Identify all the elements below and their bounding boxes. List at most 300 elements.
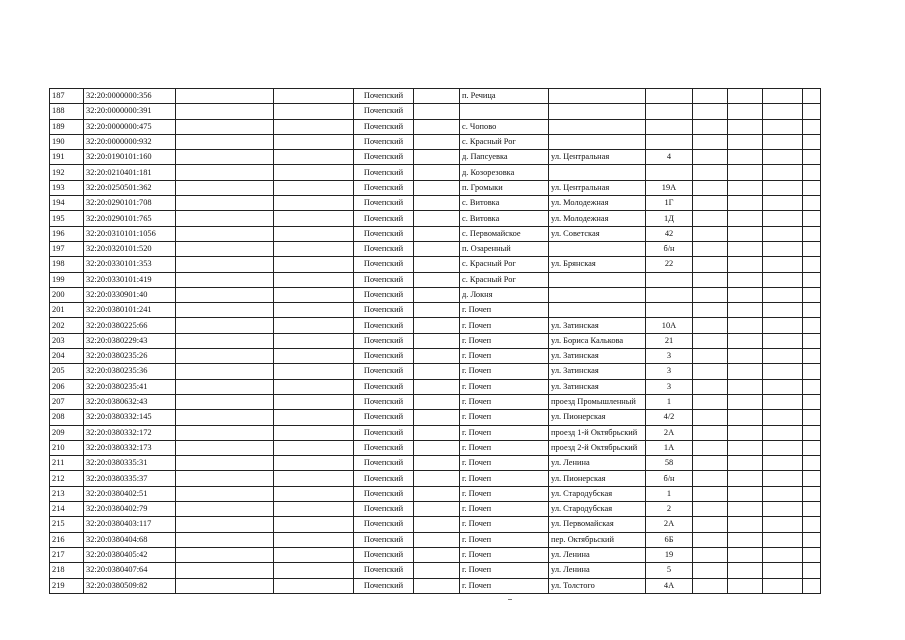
district: Почепский bbox=[354, 410, 414, 425]
empty-cell bbox=[274, 394, 354, 409]
district: Почепский bbox=[354, 532, 414, 547]
empty-cell bbox=[728, 410, 763, 425]
district: Почепский bbox=[354, 379, 414, 394]
empty-cell bbox=[803, 456, 821, 471]
empty-cell bbox=[274, 563, 354, 578]
house-number: 4/2 bbox=[646, 410, 693, 425]
empty-cell bbox=[803, 410, 821, 425]
empty-cell bbox=[763, 211, 803, 226]
empty-cell bbox=[728, 394, 763, 409]
table-row bbox=[50, 104, 821, 119]
street: ул. Стародубская bbox=[549, 502, 646, 517]
street bbox=[549, 241, 646, 256]
empty-cell bbox=[176, 532, 274, 547]
street bbox=[549, 89, 646, 104]
empty-cell bbox=[728, 563, 763, 578]
empty-cell bbox=[803, 547, 821, 562]
empty-cell bbox=[803, 349, 821, 364]
row-number: 192 bbox=[50, 165, 84, 180]
house-number bbox=[646, 272, 693, 287]
settlement: д. Локня bbox=[460, 287, 549, 302]
empty-cell bbox=[693, 456, 728, 471]
empty-cell bbox=[414, 303, 460, 318]
street: проезд 2-й Октябрьский bbox=[549, 440, 646, 455]
row-number: 200 bbox=[50, 287, 84, 302]
cadastral-number: 32:20:0380407:64 bbox=[84, 563, 176, 578]
empty-cell bbox=[414, 456, 460, 471]
empty-cell bbox=[274, 196, 354, 211]
street: ул. Молодежная bbox=[549, 196, 646, 211]
table-row bbox=[50, 379, 821, 394]
empty-cell bbox=[763, 241, 803, 256]
empty-cell bbox=[414, 394, 460, 409]
table-row bbox=[50, 410, 821, 425]
row-number: 193 bbox=[50, 180, 84, 195]
empty-cell bbox=[414, 563, 460, 578]
district: Почепский bbox=[354, 440, 414, 455]
empty-cell bbox=[176, 196, 274, 211]
house-number: 2А bbox=[646, 425, 693, 440]
row-number: 203 bbox=[50, 333, 84, 348]
empty-cell bbox=[414, 364, 460, 379]
empty-cell bbox=[176, 471, 274, 486]
settlement: г. Почеп bbox=[460, 410, 549, 425]
district: Почепский bbox=[354, 104, 414, 119]
empty-cell bbox=[728, 471, 763, 486]
house-number bbox=[646, 104, 693, 119]
empty-cell bbox=[176, 425, 274, 440]
house-number: 21 bbox=[646, 333, 693, 348]
document-sheet bbox=[49, 88, 821, 594]
street bbox=[549, 134, 646, 149]
cadastral-number: 32:20:0330101:419 bbox=[84, 272, 176, 287]
empty-cell bbox=[274, 165, 354, 180]
empty-cell bbox=[803, 425, 821, 440]
table-row bbox=[50, 150, 821, 165]
settlement: с. Красный Рог bbox=[460, 272, 549, 287]
empty-cell bbox=[728, 547, 763, 562]
cadastral-number: 32:20:0380332:145 bbox=[84, 410, 176, 425]
empty-cell bbox=[693, 440, 728, 455]
empty-cell bbox=[176, 119, 274, 134]
settlement: г. Почеп bbox=[460, 303, 549, 318]
empty-cell bbox=[274, 349, 354, 364]
street: ул. Стародубская bbox=[549, 486, 646, 501]
empty-cell bbox=[693, 333, 728, 348]
settlement: п. Озаренный bbox=[460, 241, 549, 256]
cadastral-number: 32:20:0290101:765 bbox=[84, 211, 176, 226]
cadastral-number: 32:20:0380405:42 bbox=[84, 547, 176, 562]
settlement: г. Почеп bbox=[460, 547, 549, 562]
empty-cell bbox=[414, 150, 460, 165]
empty-cell bbox=[274, 410, 354, 425]
settlement: с. Красный Рог bbox=[460, 257, 549, 272]
cadastral-number: 32:20:0380332:173 bbox=[84, 440, 176, 455]
empty-cell bbox=[176, 150, 274, 165]
district: Почепский bbox=[354, 150, 414, 165]
street: ул. Пионерская bbox=[549, 410, 646, 425]
cadastral-number: 32:20:0000000:356 bbox=[84, 89, 176, 104]
empty-cell bbox=[414, 517, 460, 532]
empty-cell bbox=[176, 440, 274, 455]
empty-cell bbox=[274, 89, 354, 104]
empty-cell bbox=[176, 563, 274, 578]
empty-cell bbox=[728, 104, 763, 119]
empty-cell bbox=[763, 165, 803, 180]
table-row bbox=[50, 394, 821, 409]
empty-cell bbox=[803, 440, 821, 455]
street: пер. Октябрьский bbox=[549, 532, 646, 547]
settlement: с. Красный Рог bbox=[460, 134, 549, 149]
empty-cell bbox=[803, 104, 821, 119]
empty-cell bbox=[693, 502, 728, 517]
house-number: 19А bbox=[646, 180, 693, 195]
empty-cell bbox=[176, 303, 274, 318]
empty-cell bbox=[274, 486, 354, 501]
empty-cell bbox=[274, 272, 354, 287]
empty-cell bbox=[763, 257, 803, 272]
house-number: 42 bbox=[646, 226, 693, 241]
empty-cell bbox=[693, 165, 728, 180]
empty-cell bbox=[414, 318, 460, 333]
street: проезд Промышленный bbox=[549, 394, 646, 409]
settlement bbox=[460, 104, 549, 119]
settlement: г. Почеп bbox=[460, 502, 549, 517]
empty-cell bbox=[274, 333, 354, 348]
empty-cell bbox=[414, 180, 460, 195]
empty-cell bbox=[274, 364, 354, 379]
empty-cell bbox=[274, 456, 354, 471]
cadastral-number: 32:20:0330101:353 bbox=[84, 257, 176, 272]
empty-cell bbox=[414, 379, 460, 394]
empty-cell bbox=[176, 165, 274, 180]
empty-cell bbox=[728, 318, 763, 333]
street: ул. Затинская bbox=[549, 318, 646, 333]
empty-cell bbox=[763, 119, 803, 134]
street: ул. Ленина bbox=[549, 456, 646, 471]
empty-cell bbox=[693, 364, 728, 379]
empty-cell bbox=[763, 394, 803, 409]
house-number bbox=[646, 287, 693, 302]
empty-cell bbox=[803, 471, 821, 486]
empty-cell bbox=[693, 517, 728, 532]
street bbox=[549, 287, 646, 302]
empty-cell bbox=[763, 456, 803, 471]
empty-cell bbox=[176, 241, 274, 256]
row-number: 199 bbox=[50, 272, 84, 287]
empty-cell bbox=[176, 257, 274, 272]
district: Почепский bbox=[354, 318, 414, 333]
settlement: д. Папсуевка bbox=[460, 150, 549, 165]
empty-cell bbox=[728, 440, 763, 455]
empty-cell bbox=[728, 226, 763, 241]
empty-cell bbox=[693, 134, 728, 149]
empty-cell bbox=[728, 425, 763, 440]
empty-cell bbox=[414, 532, 460, 547]
empty-cell bbox=[693, 379, 728, 394]
empty-cell bbox=[728, 150, 763, 165]
settlement: д. Козорезовка bbox=[460, 165, 549, 180]
empty-cell bbox=[414, 440, 460, 455]
empty-cell bbox=[414, 547, 460, 562]
street bbox=[549, 104, 646, 119]
cadastral-number: 32:20:0380225:66 bbox=[84, 318, 176, 333]
street: ул. Пионерская bbox=[549, 471, 646, 486]
empty-cell bbox=[728, 502, 763, 517]
cadastral-number: 32:20:0190101:160 bbox=[84, 150, 176, 165]
empty-cell bbox=[693, 425, 728, 440]
empty-cell bbox=[274, 532, 354, 547]
table-row bbox=[50, 165, 821, 180]
row-number: 205 bbox=[50, 364, 84, 379]
empty-cell bbox=[728, 379, 763, 394]
empty-cell bbox=[693, 471, 728, 486]
street: ул. Советская bbox=[549, 226, 646, 241]
street: ул. Первомайская bbox=[549, 517, 646, 532]
empty-cell bbox=[176, 379, 274, 394]
empty-cell bbox=[763, 272, 803, 287]
settlement: п. Громыки bbox=[460, 180, 549, 195]
street bbox=[549, 272, 646, 287]
empty-cell bbox=[274, 104, 354, 119]
empty-cell bbox=[693, 272, 728, 287]
empty-cell bbox=[763, 89, 803, 104]
table-row bbox=[50, 272, 821, 287]
settlement: г. Почеп bbox=[460, 333, 549, 348]
district: Почепский bbox=[354, 226, 414, 241]
district: Почепский bbox=[354, 119, 414, 134]
cadastral-number: 32:20:0210401:181 bbox=[84, 165, 176, 180]
empty-cell bbox=[274, 134, 354, 149]
empty-cell bbox=[414, 241, 460, 256]
empty-cell bbox=[693, 241, 728, 256]
row-number: 206 bbox=[50, 379, 84, 394]
empty-cell bbox=[414, 119, 460, 134]
empty-cell bbox=[414, 211, 460, 226]
district: Почепский bbox=[354, 394, 414, 409]
empty-cell bbox=[728, 333, 763, 348]
empty-cell bbox=[414, 89, 460, 104]
empty-cell bbox=[414, 165, 460, 180]
empty-cell bbox=[274, 502, 354, 517]
empty-cell bbox=[176, 104, 274, 119]
row-number: 190 bbox=[50, 134, 84, 149]
district: Почепский bbox=[354, 547, 414, 562]
table-row bbox=[50, 196, 821, 211]
table-row bbox=[50, 364, 821, 379]
empty-cell bbox=[693, 89, 728, 104]
empty-cell bbox=[693, 119, 728, 134]
empty-cell bbox=[693, 349, 728, 364]
empty-cell bbox=[803, 563, 821, 578]
empty-cell bbox=[176, 89, 274, 104]
empty-cell bbox=[176, 333, 274, 348]
table-row bbox=[50, 486, 821, 501]
street bbox=[549, 303, 646, 318]
street: ул. Затинская bbox=[549, 379, 646, 394]
empty-cell bbox=[274, 287, 354, 302]
empty-cell bbox=[176, 134, 274, 149]
empty-cell bbox=[763, 578, 803, 593]
table-row bbox=[50, 440, 821, 455]
empty-cell bbox=[728, 180, 763, 195]
district: Почепский bbox=[354, 578, 414, 593]
empty-cell bbox=[803, 394, 821, 409]
empty-cell bbox=[274, 150, 354, 165]
empty-cell bbox=[176, 547, 274, 562]
empty-cell bbox=[176, 211, 274, 226]
empty-cell bbox=[176, 349, 274, 364]
empty-cell bbox=[728, 517, 763, 532]
empty-cell bbox=[728, 165, 763, 180]
empty-cell bbox=[803, 517, 821, 532]
empty-cell bbox=[763, 150, 803, 165]
table-row bbox=[50, 456, 821, 471]
house-number: 2А bbox=[646, 517, 693, 532]
empty-cell bbox=[763, 287, 803, 302]
cadastral-number: 32:20:0380335:37 bbox=[84, 471, 176, 486]
row-number: 215 bbox=[50, 517, 84, 532]
settlement: г. Почеп bbox=[460, 349, 549, 364]
empty-cell bbox=[763, 364, 803, 379]
cadastral-number: 32:20:0380101:241 bbox=[84, 303, 176, 318]
district: Почепский bbox=[354, 165, 414, 180]
empty-cell bbox=[274, 226, 354, 241]
house-number bbox=[646, 89, 693, 104]
empty-cell bbox=[763, 425, 803, 440]
cadastral-number: 32:20:0320101:520 bbox=[84, 241, 176, 256]
cadastral-number: 32:20:0290101:708 bbox=[84, 196, 176, 211]
empty-cell bbox=[763, 104, 803, 119]
empty-cell bbox=[803, 486, 821, 501]
empty-cell bbox=[763, 486, 803, 501]
empty-cell bbox=[728, 364, 763, 379]
empty-cell bbox=[693, 211, 728, 226]
empty-cell bbox=[693, 410, 728, 425]
empty-cell bbox=[176, 287, 274, 302]
empty-cell bbox=[274, 578, 354, 593]
empty-cell bbox=[693, 578, 728, 593]
district: Почепский bbox=[354, 196, 414, 211]
empty-cell bbox=[414, 104, 460, 119]
empty-cell bbox=[274, 180, 354, 195]
table-row bbox=[50, 578, 821, 593]
row-number: 211 bbox=[50, 456, 84, 471]
empty-cell bbox=[414, 196, 460, 211]
district: Почепский bbox=[354, 211, 414, 226]
empty-cell bbox=[803, 150, 821, 165]
district: Почепский bbox=[354, 563, 414, 578]
table-row bbox=[50, 226, 821, 241]
empty-cell bbox=[763, 318, 803, 333]
empty-cell bbox=[728, 456, 763, 471]
empty-cell bbox=[728, 134, 763, 149]
empty-cell bbox=[693, 394, 728, 409]
house-number: 4А bbox=[646, 578, 693, 593]
empty-cell bbox=[693, 287, 728, 302]
table-row bbox=[50, 287, 821, 302]
empty-cell bbox=[176, 394, 274, 409]
settlement: г. Почеп bbox=[460, 364, 549, 379]
empty-cell bbox=[414, 134, 460, 149]
empty-cell bbox=[274, 257, 354, 272]
district: Почепский bbox=[354, 134, 414, 149]
table-row bbox=[50, 303, 821, 318]
table-row bbox=[50, 471, 821, 486]
row-number: 196 bbox=[50, 226, 84, 241]
empty-cell bbox=[803, 364, 821, 379]
row-number: 210 bbox=[50, 440, 84, 455]
house-number: 19 bbox=[646, 547, 693, 562]
empty-cell bbox=[803, 379, 821, 394]
row-number: 201 bbox=[50, 303, 84, 318]
cadastral-number: 32:20:0380632:43 bbox=[84, 394, 176, 409]
district: Почепский bbox=[354, 456, 414, 471]
district: Почепский bbox=[354, 425, 414, 440]
empty-cell bbox=[274, 318, 354, 333]
cadastral-number: 32:20:0380235:26 bbox=[84, 349, 176, 364]
district: Почепский bbox=[354, 272, 414, 287]
empty-cell bbox=[803, 287, 821, 302]
table-row bbox=[50, 547, 821, 562]
empty-cell bbox=[728, 303, 763, 318]
empty-cell bbox=[803, 226, 821, 241]
empty-cell bbox=[414, 287, 460, 302]
empty-cell bbox=[693, 257, 728, 272]
cadastral-number: 32:20:0380402:79 bbox=[84, 502, 176, 517]
cadastral-number: 32:20:0380229:43 bbox=[84, 333, 176, 348]
house-number: б/н bbox=[646, 241, 693, 256]
empty-cell bbox=[414, 410, 460, 425]
empty-cell bbox=[728, 486, 763, 501]
row-number: 188 bbox=[50, 104, 84, 119]
empty-cell bbox=[763, 517, 803, 532]
empty-cell bbox=[274, 547, 354, 562]
empty-cell bbox=[763, 333, 803, 348]
house-number: 1А bbox=[646, 440, 693, 455]
settlement: г. Почеп bbox=[460, 486, 549, 501]
settlement: с. Витовка bbox=[460, 196, 549, 211]
empty-cell bbox=[763, 349, 803, 364]
empty-cell bbox=[763, 547, 803, 562]
house-number bbox=[646, 165, 693, 180]
empty-cell bbox=[803, 180, 821, 195]
settlement: г. Почеп bbox=[460, 394, 549, 409]
street: ул. Молодежная bbox=[549, 211, 646, 226]
table-row bbox=[50, 180, 821, 195]
empty-cell bbox=[414, 425, 460, 440]
empty-cell bbox=[728, 196, 763, 211]
empty-cell bbox=[693, 532, 728, 547]
empty-cell bbox=[693, 318, 728, 333]
row-number: 212 bbox=[50, 471, 84, 486]
empty-cell bbox=[693, 547, 728, 562]
empty-cell bbox=[763, 303, 803, 318]
settlement: г. Почеп bbox=[460, 471, 549, 486]
row-number: 191 bbox=[50, 150, 84, 165]
empty-cell bbox=[763, 532, 803, 547]
empty-cell bbox=[414, 502, 460, 517]
settlement: с. Чопово bbox=[460, 119, 549, 134]
empty-cell bbox=[803, 89, 821, 104]
settlement: с. Первомайское bbox=[460, 226, 549, 241]
district: Почепский bbox=[354, 287, 414, 302]
house-number: 2 bbox=[646, 502, 693, 517]
settlement: г. Почеп bbox=[460, 318, 549, 333]
cadastral-number: 32:20:0000000:391 bbox=[84, 104, 176, 119]
house-number: 1 bbox=[646, 394, 693, 409]
house-number: 1Г bbox=[646, 196, 693, 211]
